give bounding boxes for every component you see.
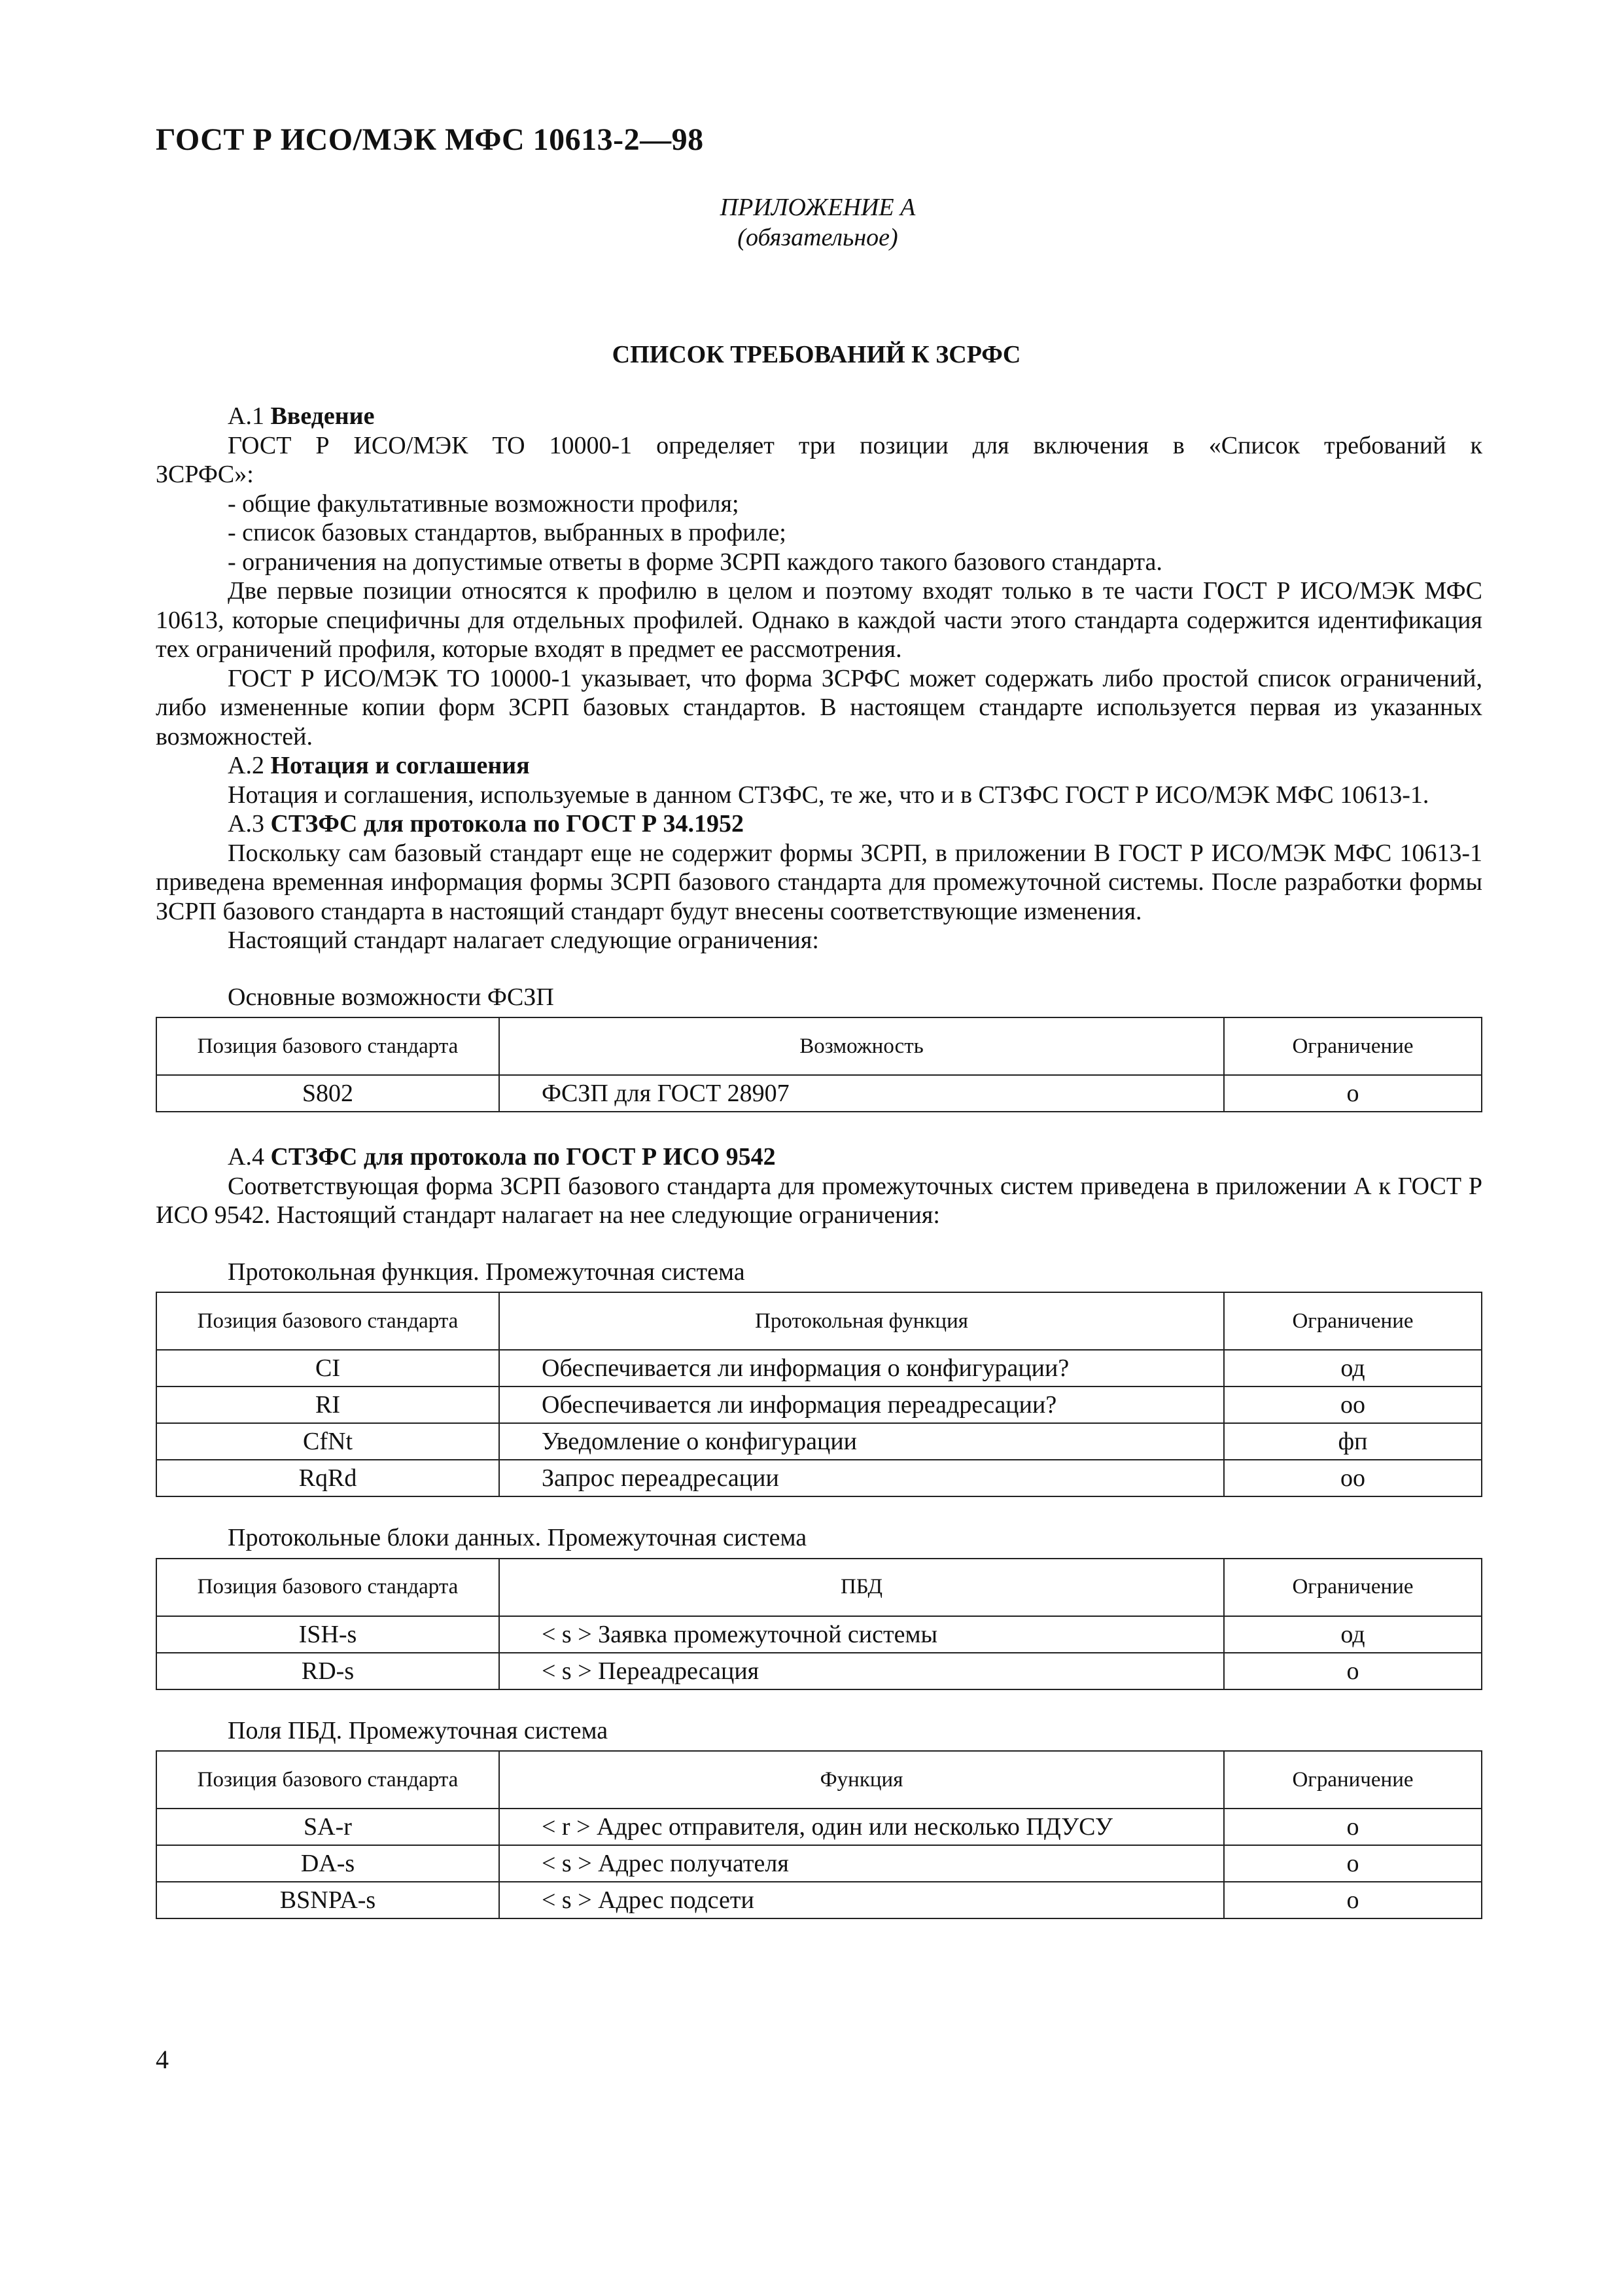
a1-paragraph-2: Две первые позиции относятся к профилю в целом и поэтому входят только в те части ГОСТ Р ИСО/МЭК МФС 10613, которые специфичны для отдельных профилей. Однако в каждой части этого стандарта содержится идентификация тех ограничений профиля, которые входят в предмет ее рассмотрения.	[156, 577, 1482, 663]
list-item: - общие факультативные возможности профиля;	[228, 489, 739, 518]
table-cell: ISH-s	[156, 1616, 499, 1653]
table-cell: < s > Адрес получателя	[499, 1845, 1224, 1882]
table-header-row	[156, 1292, 1482, 1350]
table-caption: Поля ПБД. Промежуточная система	[228, 1716, 608, 1744]
appendix-title: ПРИЛОЖЕНИЕ А	[720, 194, 916, 221]
section-number: А.3	[228, 810, 264, 838]
a1-paragraph-3: ГОСТ Р ИСО/МЭК ТО 10000-1 указывает, что форма ЗСРФС может содержать либо простой список ограничений, либо измененные копии форм ЗСРП базовых стандартов. В настоящем стандарте используется первая из указанных возможностей.	[156, 664, 1482, 751]
table-cell: DA-s	[156, 1845, 499, 1882]
table-pdu-fields	[156, 1750, 1482, 1919]
column-header: Позиция базового стандарта	[156, 1017, 499, 1075]
table-cell: SA-r	[156, 1809, 499, 1845]
table-header-row	[156, 1751, 1482, 1809]
table-cell: CfNt	[156, 1423, 499, 1460]
table-cell: < s > Переадресация	[499, 1653, 1224, 1689]
column-header: Функция	[499, 1751, 1224, 1809]
a3-paragraph: Поскольку сам базовый стандарт еще не содержит формы ЗСРП, в приложении В ГОСТ Р ИСО/МЭК МФС 10613-1 приведена временная информация формы ЗСРП базового стандарта для промежуточной системы. После разработки формы ЗСРП базового стандарта в настоящий стандарт будут внесены соответствующие изменения.	[156, 839, 1482, 925]
section-a1-heading	[156, 402, 1482, 431]
document-body	[156, 402, 1482, 1919]
table-row	[156, 1809, 1482, 1845]
document-header: ГОСТ Р ИСО/МЭК МФС 10613-2—98	[156, 122, 704, 157]
table-row	[156, 1653, 1482, 1689]
table-row	[156, 1350, 1482, 1386]
column-header: Ограничение	[1224, 1292, 1482, 1350]
column-header: ПБД	[499, 1559, 1224, 1616]
table-row	[156, 1845, 1482, 1882]
table-cell: RI	[156, 1386, 499, 1423]
section-number: А.1	[228, 402, 264, 430]
table-cell: о	[1224, 1809, 1482, 1845]
table-protocol-data-units	[156, 1558, 1482, 1690]
column-header: Позиция базового стандарта	[156, 1559, 499, 1616]
table-cell: S802	[156, 1075, 499, 1112]
table-cell: фп	[1224, 1423, 1482, 1460]
table-cell: ФСЗП для ГОСТ 28907	[499, 1075, 1224, 1112]
table-cell: < s > Заявка промежуточной системы	[499, 1616, 1224, 1653]
table-row	[156, 1075, 1482, 1112]
table-row	[156, 1882, 1482, 1918]
table-cell: BSNPA-s	[156, 1882, 499, 1918]
page-number: 4	[156, 2045, 169, 2074]
table-caption: Протокольные блоки данных. Промежуточная система	[228, 1524, 807, 1551]
table-cell: од	[1224, 1616, 1482, 1653]
table-cell: од	[1224, 1350, 1482, 1386]
a3-paragraph-2: Настоящий стандарт налагает следующие ограничения:	[228, 927, 819, 954]
table-row	[156, 1423, 1482, 1460]
table-header-row	[156, 1559, 1482, 1616]
column-header: Ограничение	[1224, 1751, 1482, 1809]
table-cell: < s > Адрес подсети	[499, 1882, 1224, 1918]
column-header: Позиция базового стандарта	[156, 1751, 499, 1809]
column-header: Протокольная функция	[499, 1292, 1224, 1350]
a1-intro: ГОСТ Р ИСО/МЭК ТО 10000-1 определяет три позиции для включения в «Список требований к	[228, 431, 1482, 459]
section-heading-text: СТЗФС для протокола по ГОСТ Р 34.1952	[270, 810, 744, 838]
list-item: - список базовых стандартов, выбранных в профиле;	[228, 519, 786, 546]
list-item: - ограничения на допустимые ответы в форме ЗСРП каждого такого базового стандарта.	[228, 548, 1162, 576]
table-cell: CI	[156, 1350, 499, 1386]
column-header: Ограничение	[1224, 1017, 1482, 1075]
a4-paragraph: Соответствующая форма ЗСРП базового стандарта для промежуточных систем приведена в приложении А к ГОСТ Р ИСО 9542. Настоящий стандарт налагает на нее следующие ограничения:	[156, 1172, 1482, 1229]
table-cell: о	[1224, 1653, 1482, 1689]
table-cell: оо	[1224, 1386, 1482, 1423]
appendix-subtitle: (обязательное)	[737, 224, 898, 251]
column-header: Возможность	[499, 1017, 1224, 1075]
table-row	[156, 1460, 1482, 1496]
table-cell: Уведомление о конфигурации	[499, 1423, 1224, 1460]
table-protocol-functions	[156, 1292, 1482, 1497]
table-cell: Запрос переадресации	[499, 1460, 1224, 1496]
table-caption: Протокольная функция. Промежуточная система	[228, 1258, 745, 1286]
a2-paragraph: Нотация и соглашения, используемые в данном СТЗФС, те же, что и в СТЗФС ГОСТ Р ИСО/МЭК МФС 10613-1.	[228, 781, 1429, 809]
section-number: А.2	[228, 752, 264, 779]
section-heading-text: СТЗФС для протокола по ГОСТ Р ИСО 9542	[270, 1143, 776, 1171]
table-cell: о	[1224, 1075, 1482, 1112]
table-caption: Основные возможности ФСЗП	[228, 983, 554, 1011]
table-header-row	[156, 1017, 1482, 1075]
section-number: А.4	[228, 1143, 264, 1171]
appendix-label	[654, 192, 981, 253]
section-heading-text: Нотация и соглашения	[270, 752, 530, 779]
table-cell: < r > Адрес отправителя, один или несколько ПДУСУ	[499, 1809, 1224, 1845]
section-title: СПИСОК ТРЕБОВАНИЙ К ЗСРФС	[612, 341, 1021, 368]
section-a2-heading	[156, 751, 1482, 781]
column-header: Ограничение	[1224, 1559, 1482, 1616]
column-header: Позиция базового стандарта	[156, 1292, 499, 1350]
table-basic-capabilities	[156, 1017, 1482, 1112]
table-cell: о	[1224, 1882, 1482, 1918]
table-cell: оо	[1224, 1460, 1482, 1496]
table-cell: RqRd	[156, 1460, 499, 1496]
table-row	[156, 1616, 1482, 1653]
table-cell: RD-s	[156, 1653, 499, 1689]
table-cell: Обеспечивается ли информация о конфигурации?	[499, 1350, 1224, 1386]
a1-intro-cont: ЗСРФС»:	[156, 461, 254, 488]
table-cell: о	[1224, 1845, 1482, 1882]
section-heading-text: Введение	[270, 402, 375, 430]
table-row	[156, 1386, 1482, 1423]
section-a4-heading	[156, 1142, 1482, 1172]
section-a3-heading	[156, 809, 1482, 839]
table-cell: Обеспечивается ли информация переадресации?	[499, 1386, 1224, 1423]
